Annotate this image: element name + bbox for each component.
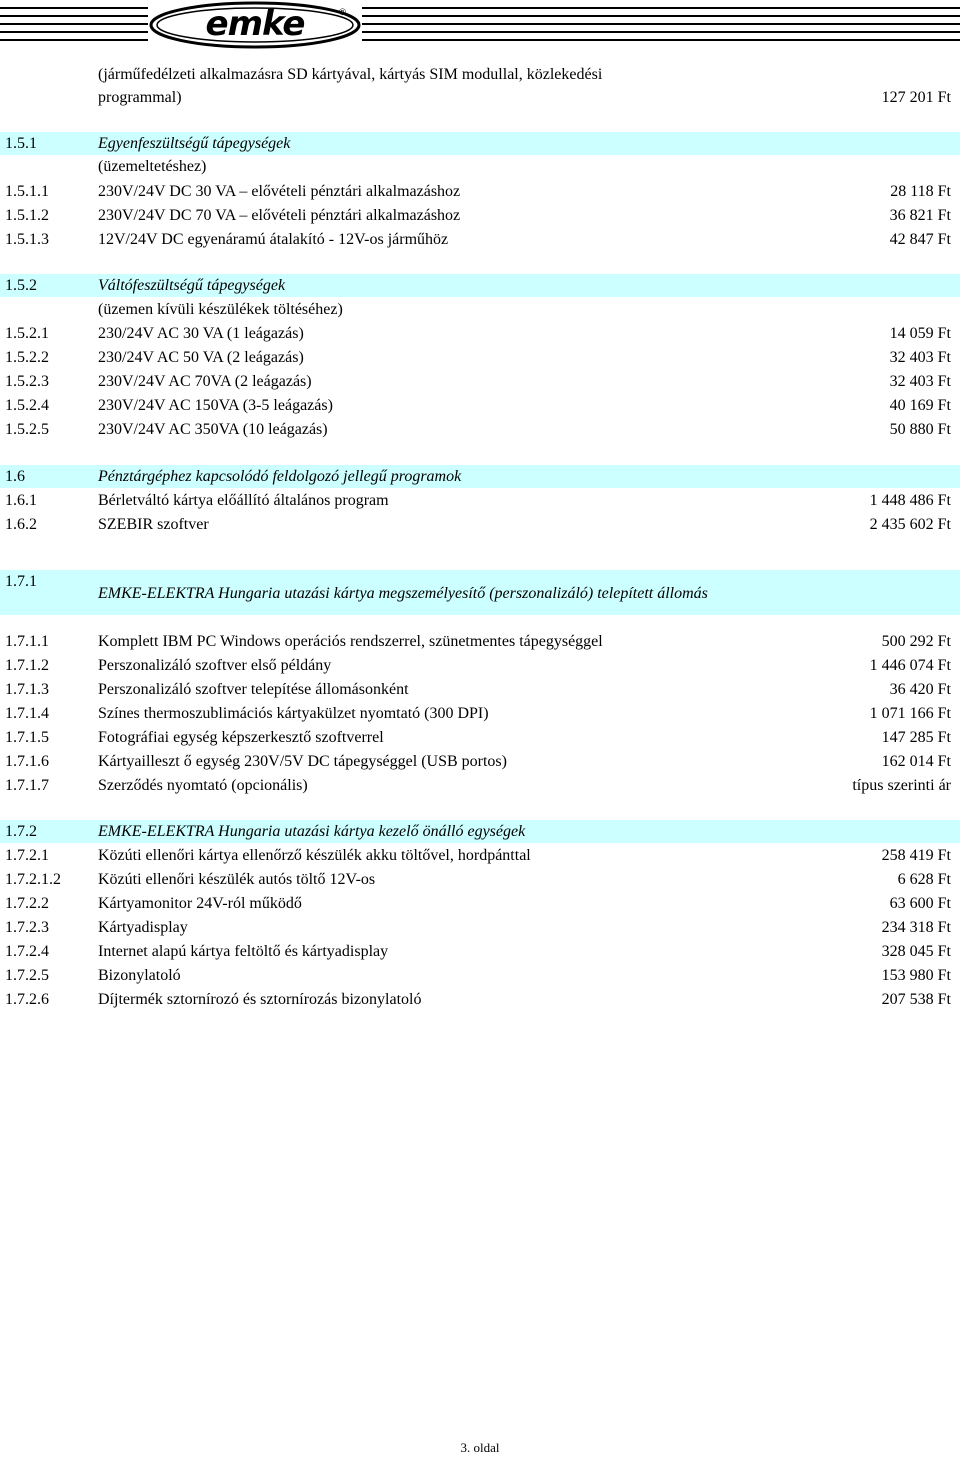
item-number: 1.7.2.4 — [5, 943, 49, 960]
item-price: 6 628 Ft — [897, 871, 951, 888]
price-list-row — [0, 513, 960, 536]
price-list-row — [0, 774, 960, 797]
price-list-row — [0, 180, 960, 203]
item-description: Perszonalizáló szoftver telepítése állomásonként — [98, 681, 409, 698]
price-list-row — [0, 418, 960, 441]
item-description: 230V/24V DC 30 VA – elővételi pénztári alkalmazáshoz — [98, 183, 461, 200]
item-number: 1.5.1.2 — [5, 207, 49, 224]
item-price: 40 169 Ft — [889, 397, 951, 414]
item-number: 1.5.2 — [5, 277, 37, 294]
price-list-row — [0, 726, 960, 749]
price-list-row — [0, 988, 960, 1011]
section-header-row — [0, 820, 960, 843]
price-list-row — [0, 750, 960, 773]
item-price: 258 419 Ft — [881, 847, 951, 864]
intro-price: 127 201 Ft — [881, 89, 951, 106]
item-price: 28 118 Ft — [890, 183, 951, 200]
item-description: (üzemen kívüli készülékek töltéséhez) — [98, 301, 343, 318]
price-list-row — [0, 394, 960, 417]
item-number: 1.7.1.7 — [5, 777, 49, 794]
price-list-row — [0, 964, 960, 987]
price-list-row — [0, 940, 960, 963]
emke-logo — [148, 0, 362, 50]
item-number: 1.7.2.5 — [5, 967, 49, 984]
intro-line-2 — [0, 86, 960, 109]
item-price: 50 880 Ft — [889, 421, 951, 438]
item-number: 1.5.2.3 — [5, 373, 49, 390]
price-list-row — [0, 370, 960, 393]
price-list-row — [0, 654, 960, 677]
item-number: 1.5.1.3 — [5, 231, 49, 248]
price-list-row — [0, 678, 960, 701]
item-description: Szerződés nyomtató (opcionális) — [98, 777, 308, 794]
intro-text-1: (járműfedélzeti alkalmazásra SD kártyával, kártyás SIM modullal, közlekedési — [98, 66, 603, 83]
item-number: 1.6.2 — [5, 516, 37, 533]
item-number: 1.7.2.1.2 — [5, 871, 61, 888]
header-rule-lines — [0, 7, 960, 43]
item-price: 234 318 Ft — [881, 919, 951, 936]
item-description: Közúti ellenőri kártya ellenőrző készülék akku töltővel, hordpánttal — [98, 847, 531, 864]
item-number: 1.7.2.1 — [5, 847, 49, 864]
item-description: Közúti ellenőri készülék autós töltő 12V-os — [98, 871, 376, 888]
item-description: Perszonalizáló szoftver első példány — [98, 657, 332, 674]
item-number: 1.7.2 — [5, 823, 37, 840]
item-price: 1 448 486 Ft — [869, 492, 951, 509]
item-description: 230/24V AC 30 VA (1 leágazás) — [98, 325, 304, 342]
price-list-row — [0, 322, 960, 345]
page-number: 3. oldal — [460, 1440, 500, 1455]
section-header-row — [0, 465, 960, 488]
price-list-row — [0, 228, 960, 251]
item-price: 500 292 Ft — [881, 633, 951, 650]
logo-text: emke — [205, 4, 305, 44]
price-list-row — [0, 155, 960, 178]
item-description: Díjtermék sztornírozó és sztornírozás bizonylatoló — [98, 991, 422, 1008]
item-number: 1.7.2.6 — [5, 991, 49, 1008]
item-price: 162 014 Ft — [881, 753, 951, 770]
price-list-row — [0, 489, 960, 512]
item-price: 14 059 Ft — [889, 325, 951, 342]
price-list-row — [0, 204, 960, 227]
item-number: 1.5.2.2 — [5, 349, 49, 366]
price-list-row — [0, 844, 960, 867]
item-price: típus szerinti ár — [852, 777, 951, 794]
item-number: 1.5.1 — [5, 135, 37, 152]
item-description: Váltófeszültségű tápegységek — [98, 277, 286, 294]
item-number: 1.7.2.2 — [5, 895, 49, 912]
item-description: (üzemeltetéshez) — [98, 158, 207, 175]
item-description: SZEBIR szoftver — [98, 516, 209, 533]
item-description: EMKE-ELEKTRA Hungaria utazási kártya megszemélyesítő (perszonalizáló) telepített állomás — [98, 585, 708, 602]
item-price: 328 045 Ft — [881, 943, 951, 960]
item-number: 1.6.1 — [5, 492, 37, 509]
registered-mark: ® — [338, 8, 347, 18]
price-list-row — [0, 868, 960, 891]
item-number: 1.7.1.4 — [5, 705, 49, 722]
item-description: Kártyailleszt ő egység 230V/5V DC tápegységgel (USB portos) — [98, 753, 507, 770]
item-price: 36 420 Ft — [889, 681, 951, 698]
item-description: Színes thermoszublimációs kártyakülzet nyomtató (300 DPI) — [98, 705, 489, 722]
item-description: Bizonylatoló — [98, 967, 181, 984]
item-price: 207 538 Ft — [881, 991, 951, 1008]
item-number: 1.7.1.6 — [5, 753, 49, 770]
item-description: EMKE-ELEKTRA Hungaria utazási kártya kezelő önálló egységek — [98, 823, 526, 840]
item-number: 1.5.2.1 — [5, 325, 49, 342]
item-description: Kártyadisplay — [98, 919, 188, 936]
item-description: Internet alapú kártya feltöltő és kártyadisplay — [98, 943, 389, 960]
item-description: Pénztárgéphez kapcsolódó feldolgozó jellegű programok — [98, 468, 462, 485]
item-description: Kártyamonitor 24V-ról működő — [98, 895, 302, 912]
item-number: 1.7.1.5 — [5, 729, 49, 746]
item-description: 230V/24V AC 70VA (2 leágazás) — [98, 373, 312, 390]
section-header-row — [0, 274, 960, 297]
item-price: 1 071 166 Ft — [869, 705, 951, 722]
item-description: 230V/24V AC 350VA (10 leágazás) — [98, 421, 328, 438]
item-number: 1.6 — [5, 468, 25, 485]
price-list-row — [0, 916, 960, 939]
price-list-row — [0, 346, 960, 369]
item-number: 1.7.1.1 — [5, 633, 49, 650]
item-number: 1.7.2.3 — [5, 919, 49, 936]
item-description: 230V/24V DC 70 VA – elővételi pénztári alkalmazáshoz — [98, 207, 461, 224]
item-description: Fotográfiai egység képszerkesztő szoftverrel — [98, 729, 384, 746]
item-price: 147 285 Ft — [881, 729, 951, 746]
item-number: 1.7.1 — [5, 573, 37, 590]
item-price: 153 980 Ft — [881, 967, 951, 984]
item-price: 2 435 602 Ft — [869, 516, 951, 533]
section-header-row — [0, 132, 960, 155]
item-price: 36 821 Ft — [889, 207, 951, 224]
item-price: 32 403 Ft — [889, 349, 951, 366]
item-price: 32 403 Ft — [889, 373, 951, 390]
item-number: 1.5.1.1 — [5, 183, 49, 200]
item-number: 1.7.1.3 — [5, 681, 49, 698]
item-number: 1.5.2.4 — [5, 397, 49, 414]
item-description: 230V/24V AC 150VA (3-5 leágazás) — [98, 397, 333, 414]
item-description: 12V/24V DC egyenáramú átalakító - 12V-os járműhöz — [98, 231, 449, 248]
item-number: 1.5.2.5 — [5, 421, 49, 438]
item-description: Komplett IBM PC Windows operációs rendszerrel, szünetmentes tápegységgel — [98, 633, 603, 650]
item-description: Egyenfeszültségű tápegységek — [98, 135, 291, 152]
section-header-row — [0, 570, 960, 615]
price-list-row — [0, 298, 960, 321]
item-number: 1.7.1.2 — [5, 657, 49, 674]
item-description: Bérletváltó kártya előállító általános program — [98, 492, 389, 509]
intro-text-2: programmal) — [98, 89, 182, 106]
item-price: 1 446 074 Ft — [869, 657, 951, 674]
price-list-row — [0, 702, 960, 725]
intro-line-1 — [0, 63, 960, 86]
item-price: 42 847 Ft — [889, 231, 951, 248]
price-list-row — [0, 892, 960, 915]
item-price: 63 600 Ft — [889, 895, 951, 912]
item-description: 230/24V AC 50 VA (2 leágazás) — [98, 349, 304, 366]
price-list-row — [0, 630, 960, 653]
